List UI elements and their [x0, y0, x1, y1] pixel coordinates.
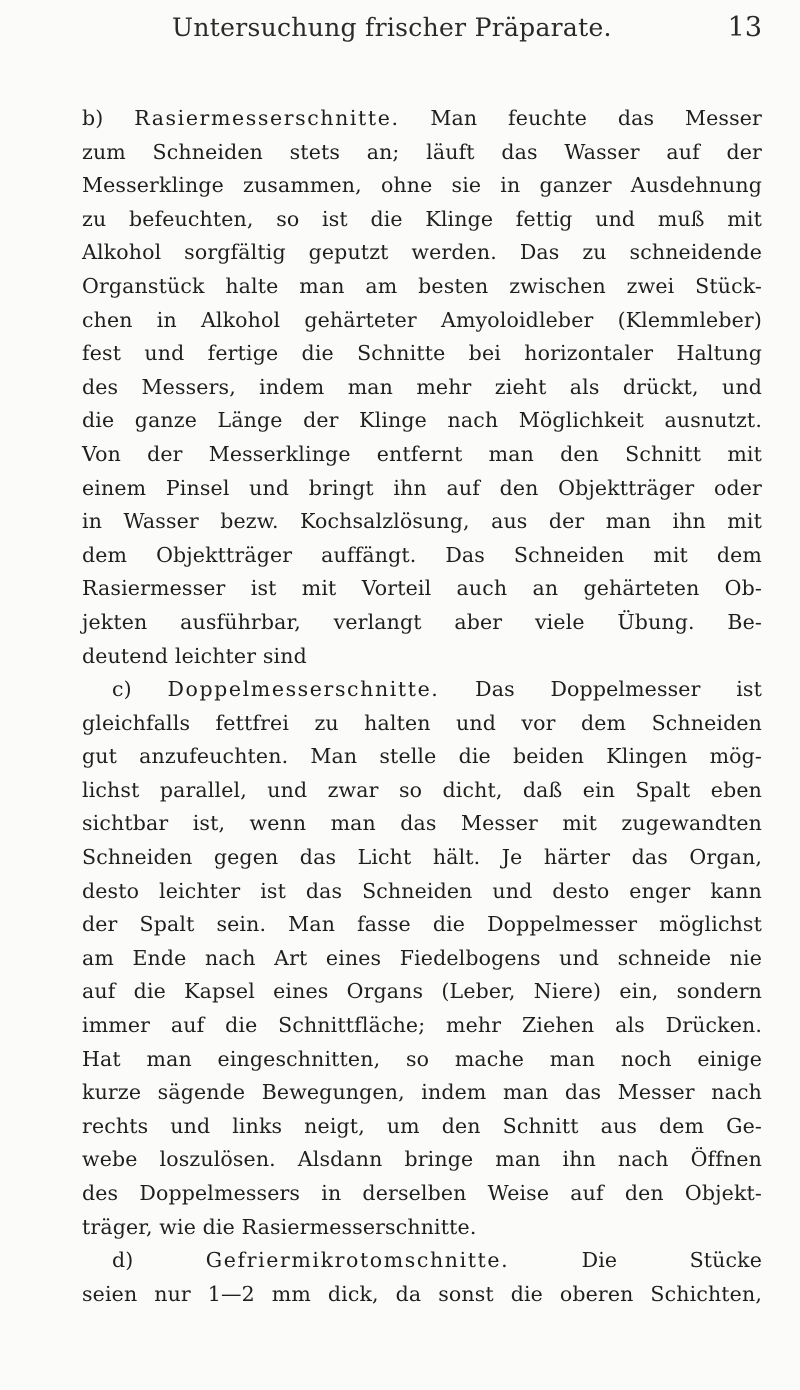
section-text: Die Stücke	[509, 1248, 762, 1273]
text-line: jekten ausführbar, verlangt aber viele Übung. Be-	[82, 609, 762, 634]
running-head-title: Untersuchung frischer Präparate.	[172, 13, 612, 42]
text-line: fest und fertige die Schnitte bei horizontaler Haltung	[82, 341, 762, 366]
text-line: deutend leichter sind	[82, 643, 307, 668]
text-line: immer auf die Schnittfläche; mehr Ziehen als Drücken.	[82, 1013, 762, 1038]
text-line: des Messers, indem man mehr zieht als drückt, und	[82, 374, 762, 399]
section-heading: Gefriermikrotomschnitte.	[205, 1248, 510, 1273]
text-line: am Ende nach Art eines Fiedelbogens und schneide nie	[82, 945, 762, 970]
running-head	[172, 8, 762, 48]
text-line	[82, 1244, 762, 1278]
text-line: des Doppelmessers in derselben Weise auf den Objekt-	[82, 1181, 762, 1205]
text-line	[82, 102, 762, 136]
body-text	[82, 102, 762, 1311]
text-line: zu befeuchten, so ist die Klinge fettig und muß mit	[82, 206, 762, 231]
section-marker: c)	[112, 677, 168, 702]
text-line: gut anzufeuchten. Man stelle die beiden Klingen mög-	[82, 744, 762, 769]
text-line: Von der Messerklinge entfernt man den Schnitt mit	[82, 441, 762, 466]
text-line: in Wasser bezw. Kochsalzlösung, aus der man ihn mit	[82, 509, 762, 534]
section-text: Das Doppelmesser ist	[439, 677, 762, 702]
text-line: seien nur 1—2 mm dick, da sonst die oberen Schichten,	[82, 1281, 762, 1306]
text-line: auf die Kapsel eines Organs (Leber, Niere) ein, sondern	[82, 979, 762, 1004]
text-line: desto leichter ist das Schneiden und desto enger kann	[82, 878, 762, 903]
text-line: zum Schneiden stets an; läuft das Wasser auf der	[82, 139, 762, 164]
text-line: kurze sägende Bewegungen, indem man das Messer nach	[82, 1080, 762, 1105]
text-line: Messerklinge zusammen, ohne sie in ganzer Ausdehnung	[82, 173, 762, 198]
text-line: Organstück halte man am besten zwischen zwei Stück-	[82, 273, 762, 298]
text-line: der Spalt sein. Man fasse die Doppelmesser möglichst	[82, 912, 762, 937]
text-line: die ganze Länge der Klinge nach Möglichkeit ausnutzt.	[82, 408, 762, 433]
section-heading: Rasiermesserschnitte.	[134, 106, 400, 130]
section-marker: d)	[112, 1248, 206, 1273]
text-line: Schneiden gegen das Licht hält. Je härter das Organ,	[82, 845, 762, 870]
text-line: lichst parallel, und zwar so dicht, daß ein Spalt eben	[82, 777, 762, 802]
text-line: sichtbar ist, wenn man das Messer mit zugewandten	[82, 811, 762, 836]
text-line: dem Objektträger auffängt. Das Schneiden mit dem	[82, 542, 762, 567]
text-line: webe loszulösen. Alsdann bringe man ihn nach Öffnen	[82, 1147, 762, 1172]
text-line: rechts und links neigt, um den Schnitt aus dem Ge-	[82, 1113, 762, 1138]
text-line: chen in Alkohol gehärteter Amyoloidleber (Klemmleber)	[82, 307, 762, 332]
text-line: gleichfalls fettfrei zu halten und vor dem Schneiden	[82, 710, 762, 735]
text-line: einem Pinsel und bringt ihn auf den Objektträger oder	[82, 475, 762, 500]
text-line: träger, wie die Rasiermesserschnitte.	[82, 1214, 477, 1239]
text-line: Rasiermesser ist mit Vorteil auch an gehärteten Ob-	[82, 576, 762, 601]
section-marker: b)	[82, 106, 135, 130]
section-text: Man feuchte das Messer	[399, 106, 762, 130]
text-line: Alkohol sorgfältig geputzt werden. Das zu schneidende	[82, 240, 762, 265]
page-number: 13	[727, 12, 762, 43]
text-line: Hat man eingeschnitten, so mache man noch einige	[82, 1046, 762, 1071]
section-heading: Doppelmesserschnitte.	[167, 677, 440, 702]
text-line	[82, 673, 762, 707]
